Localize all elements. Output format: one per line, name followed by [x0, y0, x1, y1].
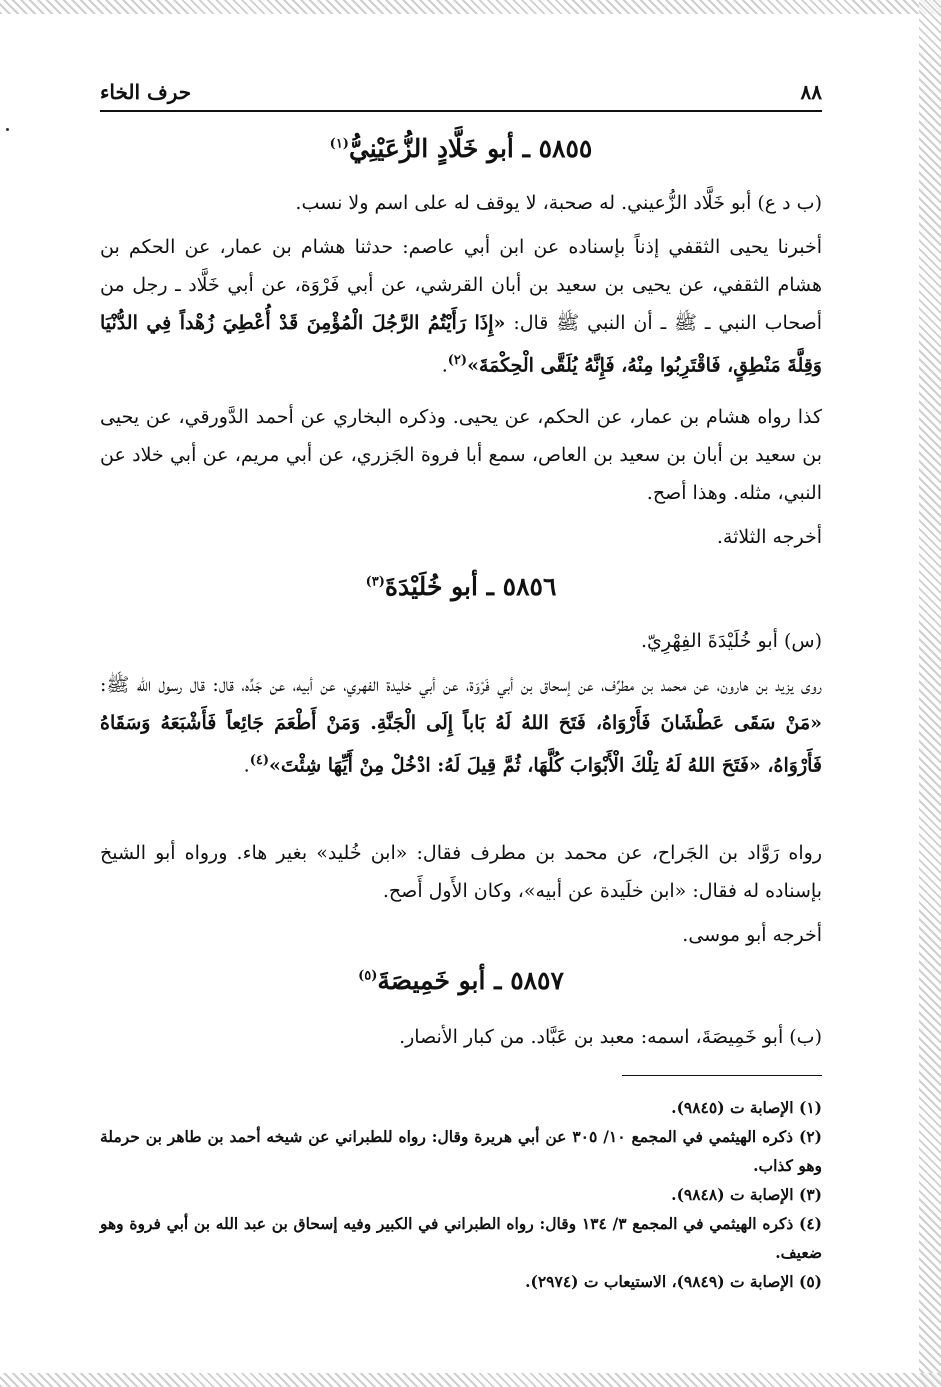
hadith-text: «مَنْ سَقَى عَطْشَانَ فَأَرْوَاهُ، فَتَحَ اللهُ لَهُ بَاباً إِلَى الْجَنَّةِ. وَمَنْ أَطْعَمَ جَائِعاً فَأَشْبَعَهُ وَسَقَاهُ فَأَرْوَاهُ، «فَتَحَ اللهُ لَهُ تِلْكَ الْأَبْوَابَ كُلَّهَا، ثُمَّ قِيلَ لَهُ: ادْخُلْ مِنْ أَيِّهَا شِئْتَ» [100, 712, 822, 777]
entry-intro: (ب) أبو خَمِيصَةَ، اسمه: معبد بن عَبَّاد. من كبار الأنصار. [399, 1026, 822, 1048]
narration-text: أخبرنا يحيى الثقفي إذناً بإسناده عن ابن أبي عاصم: حدثنا هشام بن عمار، عن الحكم بن هشام الثقفي، عن يحيى بن سعيد بن أبان القرشي، عن أبي فَرْوَة، عن أبي خَلَّاد ـ رجل من أصحاب النبي ـ ﷺ ـ أن النبي ﷺ قال: [100, 236, 823, 334]
scan-speck [6, 128, 9, 131]
entry-commentary: كذا رواه هشام بن عمار، عن الحكم، عن يحيى. وذكره البخاري عن أحمد الدَّورقي، عن يحيى بن سعيد بن أبان بن سعيد بن العاص، سمع أبا فروة الجَزري، عن أبي مريم، عن أبي خلاد عن النبي، مثله. وهذا أصح. [100, 406, 822, 504]
entry-title [100, 134, 822, 163]
entry-narration: أخبرنا يحيى الثقفي إذناً بإسناده عن ابن أبي عاصم: حدثنا هشام بن عمار، عن الحكم بن هشام الثقفي، عن يحيى بن سعيد بن أبان القرشي، عن أبي فَرْوَة، عن أبي خَلَّاد ـ رجل من أصحاب النبي ـ ﷺ ـ أن النبي ﷺ قال: «إِذَا رَأَيْتُمُ الرَّجُلَ الْمُؤْمِنَ قَدْ أُعْطِيَ زُهْداً فِي الدُّنْيَا وَقِلَّةَ مَنْطِقٍ، فَاقْتَرِبُوا مِنْهُ، فَإِنَّهُ يُلَقَّى الْحِكْمَةَ»$^{(٢)}$. [100, 236, 823, 377]
chapter-title: حرف الخاء [100, 80, 192, 104]
footnote: (٣) الإصابة ت (٩٨٤٨). [671, 1185, 822, 1204]
entry-commentary: رواه رَوَّاد بن الجَراح، عن محمد بن مطرف فقال: «ابن خُليد» بغير هاء. ورواه أبو الشيخ بإسناده له فقال: «ابن خلَيدة عن أبيه»، وكان الأَول أَصح. [100, 842, 822, 902]
footnotes [100, 1093, 822, 1296]
footnote-ref: (١) [329, 136, 349, 152]
footnote-ref: (٢) [447, 353, 468, 368]
page-border-right [919, 0, 941, 1387]
footnote: (٢) ذكره الهيثمي في المجمع ١٠/ ٣٠٥ عن أبي هريرة وقال: رواه للطبراني عن شيخه أحمد بن طاهر بن حرملة وهو كذاب. [100, 1127, 822, 1175]
entry-outro: أخرجه الثلاثة. [716, 526, 822, 548]
page-border-bottom [0, 1373, 941, 1387]
entry-title [100, 572, 822, 601]
page-border-top [0, 0, 941, 14]
footnote: (١) الإصابة ت (٩٨٤٥). [671, 1098, 822, 1117]
header-rule [100, 110, 822, 112]
hadith-text: «إِذَا رَأَيْتُمُ الرَّجُلَ الْمُؤْمِنَ قَدْ أُعْطِيَ زُهْداً فِي الدُّنْيَا وَقِلَّةَ مَنْطِقٍ، فَاقْتَرِبُوا مِنْهُ، فَإِنَّهُ يُلَقَّى الْحِكْمَةَ» [100, 312, 822, 377]
entry-title [100, 966, 822, 995]
footnote-separator [622, 1075, 822, 1076]
narration-text: روى يزيد بن هارون، عن محمد بن مطرِّف، عن إسحاق بن أبي فَرْوَة، عن أبي خليدة الفهري، عن أبيه، عن جَدِّه، قال: قال رسول الله ﷺ: [100, 674, 823, 696]
entry-title-text: ٥٨٥٦ ـ أبو خُلَيْدَةَ [384, 572, 557, 601]
entry-intro: (س) أبو خُلَيْدَةَ الفِهْرِيّ. [640, 630, 822, 652]
entry-title-text: ٥٨٥٧ ـ أبو خَمِيصَةَ [377, 966, 564, 995]
entry-title-text: ٥٨٥٥ ـ أبو خَلَّادٍ الزُّعَيْنِيُّ [348, 134, 593, 163]
footnote-ref: (٣) [365, 574, 385, 590]
running-header [100, 78, 822, 106]
entry-narration: روى يزيد بن هارون، عن محمد بن مطرِّف، عن إسحاق بن أبي فَرْوَة، عن أبي خليدة الفهري، عن أبيه، عن جَدِّه، قال: قال رسول الله ﷺ: «مَنْ سَقَى عَطْشَانَ فَأَرْوَاهُ، فَتَحَ اللهُ لَهُ بَاباً إِلَى الْجَنَّةِ. وَمَنْ أَطْعَمَ جَائِعاً فَأَشْبَعَهُ وَسَقَاهُ فَأَرْوَاهُ، «فَتَحَ اللهُ لَهُ تِلْكَ الْأَبْوَابَ كُلَّهَا، ثُمَّ قِيلَ لَهُ: ادْخُلْ مِنْ أَيِّهَا شِئْتَ»$^{(٤)}$. [100, 674, 823, 777]
footnote-ref: (٤) [249, 753, 269, 768]
footnote-ref: (٥) [358, 968, 378, 984]
footnote: (٥) الإصابة ت (٩٨٤٩)، الاستيعاب ت (٢٩٧٤). [525, 1272, 822, 1291]
page-number: ٨٨ [800, 80, 822, 104]
entry-intro: (ب د ع) أبو خَلَّاد الزُّعيني. له صحبة، لا يوقف له على اسم ولا نسب. [295, 192, 822, 214]
entry-outro: أخرجه أبو موسى. [682, 924, 822, 946]
footnote: (٤) ذكره الهيثمي في المجمع ٣/ ١٣٤ وقال: رواه الطبراني في الكبير وفيه إسحاق بن عبد الله بن أبي فروة وهو ضعيف. [100, 1214, 822, 1262]
